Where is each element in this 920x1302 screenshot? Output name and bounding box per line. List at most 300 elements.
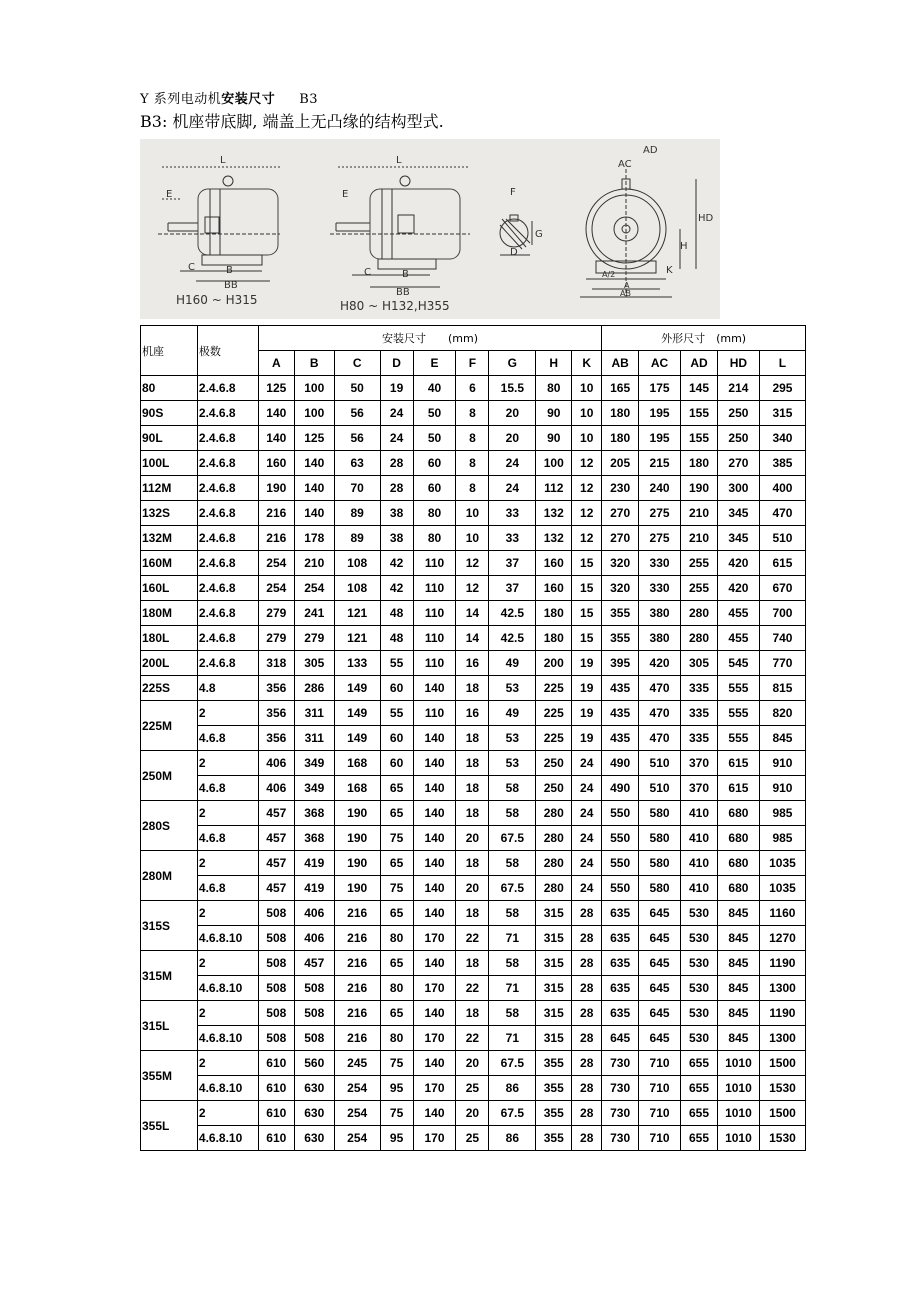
table-row [141,1001,806,1026]
cell-value: 380 [639,601,681,626]
cell-value: 385 [759,451,805,476]
cell-value: 49 [489,651,536,676]
cell-poles: 2 [197,901,258,926]
cell-value: 89 [334,526,380,551]
cell-value: 254 [258,576,294,601]
cell-value: 95 [380,1126,413,1151]
cell-poles: 2.4.6.8 [197,501,258,526]
label-K: K [666,265,673,276]
cell-value: 1500 [759,1101,805,1126]
cell-frame: 90S [141,401,198,426]
cell-value: 280 [536,801,572,826]
cell-value: 14 [456,601,489,626]
cell-value: 22 [456,976,489,1001]
cell-value: 180 [602,426,639,451]
cell-value: 250 [536,776,572,801]
cell-value: 80 [413,501,456,526]
cell-value: 121 [334,626,380,651]
cell-value: 110 [413,551,456,576]
cell-value: 20 [456,876,489,901]
cell-value: 315 [759,401,805,426]
cell-value: 255 [681,576,718,601]
label-G: G [535,229,543,240]
cell-value: 335 [681,701,718,726]
cell-value: 510 [639,751,681,776]
cell-value: 125 [258,376,294,401]
cell-value: 355 [536,1051,572,1076]
cell-value: 508 [258,1001,294,1026]
cell-value: 710 [639,1126,681,1151]
cell-value: 435 [602,726,639,751]
cell-value: 132 [536,526,572,551]
cell-value: 300 [717,476,759,501]
cell-value: 910 [759,751,805,776]
cell-value: 680 [717,826,759,851]
cell-value: 125 [294,426,334,451]
cell-frame: 132S [141,501,198,526]
cell-value: 241 [294,601,334,626]
cell-value: 680 [717,801,759,826]
cell-value: 311 [294,701,334,726]
cell-value: 254 [334,1076,380,1101]
cell-value: 419 [294,851,334,876]
table-row [141,676,806,701]
cell-value: 19 [380,376,413,401]
cell-poles: 4.6.8.10 [197,1076,258,1101]
cell-value: 508 [258,901,294,926]
cell-value: 315 [536,976,572,1001]
cell-value: 20 [456,1101,489,1126]
cell-value: 10 [572,426,602,451]
cell-value: 254 [294,576,334,601]
cell-value: 28 [572,1126,602,1151]
cell-value: 406 [258,776,294,801]
cell-value: 140 [413,776,456,801]
cell-value: 10 [572,376,602,401]
cell-poles: 2 [197,1051,258,1076]
cell-value: 24 [572,826,602,851]
cell-value: 280 [536,851,572,876]
cell-value: 28 [380,451,413,476]
table-row [141,501,806,526]
cell-value: 250 [717,426,759,451]
cell-value: 22 [456,926,489,951]
cell-value: 48 [380,601,413,626]
cell-value: 110 [413,626,456,651]
cell-frame: 80 [141,376,198,401]
cell-frame: 280M [141,851,198,901]
cell-value: 845 [717,1026,759,1051]
cell-value: 205 [602,451,639,476]
cell-value: 140 [413,826,456,851]
cell-value: 12 [572,526,602,551]
cell-frame: 160M [141,551,198,576]
cell-value: 315 [536,1026,572,1051]
cell-value: 255 [681,551,718,576]
cell-value: 20 [456,826,489,851]
cell-value: 70 [334,476,380,501]
cell-value: 132 [536,501,572,526]
cell-value: 190 [334,876,380,901]
cell-value: 28 [572,951,602,976]
cell-value: 730 [602,1076,639,1101]
cell-value: 89 [334,501,380,526]
cell-value: 190 [334,801,380,826]
table-row [141,376,806,401]
cell-value: 12 [572,476,602,501]
cell-value: 24 [380,426,413,451]
cell-value: 580 [639,826,681,851]
cell-value: 645 [639,1001,681,1026]
cell-value: 845 [717,951,759,976]
cell-value: 250 [536,751,572,776]
cell-value: 345 [717,501,759,526]
motor-side-view-left [158,167,280,281]
table-row [141,651,806,676]
cell-poles: 2 [197,751,258,776]
cell-value: 170 [413,1076,456,1101]
title-bold: 安装尺寸 [221,92,276,107]
cell-value: 508 [294,1001,334,1026]
cell-value: 12 [572,501,602,526]
cell-value: 28 [380,476,413,501]
cell-value: 710 [639,1076,681,1101]
cell-value: 770 [759,651,805,676]
cell-value: 140 [413,1051,456,1076]
cell-value: 180 [536,601,572,626]
table-row [141,1126,806,1151]
cell-value: 1300 [759,1026,805,1051]
cell-value: 195 [639,426,681,451]
cell-value: 80 [536,376,572,401]
cell-value: 555 [717,676,759,701]
cell-value: 65 [380,851,413,876]
col-A: A [258,351,294,376]
cell-value: 530 [681,1001,718,1026]
cell-value: 15.5 [489,376,536,401]
cell-value: 635 [602,951,639,976]
cell-value: 140 [413,751,456,776]
cell-value: 545 [717,651,759,676]
cell-value: 160 [258,451,294,476]
cell-value: 216 [258,501,294,526]
label-F: F [510,187,516,198]
cell-poles: 2.4.6.8 [197,376,258,401]
cell-value: 370 [681,751,718,776]
cell-value: 655 [681,1051,718,1076]
cell-poles: 2.4.6.8 [197,526,258,551]
cell-frame: 200L [141,651,198,676]
cell-value: 355 [536,1126,572,1151]
cell-value: 24 [572,851,602,876]
table-row [141,826,806,851]
cell-value: 18 [456,851,489,876]
cell-value: 530 [681,951,718,976]
col-AD: AD [681,351,718,376]
cell-value: 280 [681,626,718,651]
cell-value: 508 [294,976,334,1001]
cell-value: 71 [489,926,536,951]
cell-value: 110 [413,651,456,676]
cell-value: 19 [572,701,602,726]
cell-value: 349 [294,751,334,776]
table-row [141,551,806,576]
cell-value: 55 [380,701,413,726]
cell-value: 65 [380,776,413,801]
cell-value: 24 [380,401,413,426]
cell-value: 67.5 [489,876,536,901]
label-E-mid: E [342,189,349,200]
cell-value: 315 [536,951,572,976]
document-title [140,88,318,107]
table-row [141,476,806,501]
cell-value: 190 [258,476,294,501]
cell-value: 615 [759,551,805,576]
cell-value: 190 [681,476,718,501]
cell-value: 655 [681,1076,718,1101]
cell-value: 645 [639,901,681,926]
cell-value: 12 [572,451,602,476]
cell-value: 1010 [717,1101,759,1126]
cell-poles: 4.6.8.10 [197,976,258,1001]
cell-value: 100 [536,451,572,476]
cell-value: 80 [380,976,413,1001]
cell-value: 86 [489,1126,536,1151]
table-row [141,926,806,951]
cell-value: 190 [334,826,380,851]
cell-poles: 2.4.6.8 [197,476,258,501]
cell-value: 214 [717,376,759,401]
cell-value: 820 [759,701,805,726]
cell-value: 457 [258,801,294,826]
table-row [141,426,806,451]
cell-value: 240 [639,476,681,501]
cell-value: 58 [489,776,536,801]
cell-poles: 2.4.6.8 [197,401,258,426]
cell-value: 330 [639,551,681,576]
cell-value: 195 [639,401,681,426]
cell-value: 555 [717,701,759,726]
cell-value: 149 [334,701,380,726]
cell-value: 200 [536,651,572,676]
cell-value: 37 [489,551,536,576]
table-row [141,451,806,476]
cell-value: 216 [334,976,380,1001]
cell-value: 349 [294,776,334,801]
cell-value: 65 [380,801,413,826]
cell-value: 140 [294,451,334,476]
cell-value: 18 [456,801,489,826]
cell-value: 270 [717,451,759,476]
document-subtitle: B3: 机座带底脚, 端盖上无凸缘的结构型式. [140,112,444,131]
cell-value: 508 [258,926,294,951]
cell-value: 112 [536,476,572,501]
cell-value: 80 [413,526,456,551]
cell-value: 33 [489,501,536,526]
cell-value: 140 [413,951,456,976]
cell-value: 225 [536,676,572,701]
cell-value: 420 [639,651,681,676]
cell-value: 140 [294,501,334,526]
cell-value: 910 [759,776,805,801]
cell-value: 1270 [759,926,805,951]
cell-value: 140 [413,901,456,926]
cell-value: 33 [489,526,536,551]
cell-value: 140 [413,1101,456,1126]
cell-value: 6 [456,376,489,401]
cell-value: 508 [294,1026,334,1051]
cell-value: 28 [572,1001,602,1026]
cell-value: 340 [759,426,805,451]
cell-value: 63 [334,451,380,476]
cell-value: 550 [602,826,639,851]
col-F: F [456,351,489,376]
cell-value: 530 [681,1026,718,1051]
cell-value: 108 [334,576,380,601]
cell-value: 12 [456,551,489,576]
table-row [141,1076,806,1101]
label-B-mid: B [402,269,409,280]
cell-value: 345 [717,526,759,551]
cell-poles: 2.4.6.8 [197,651,258,676]
cell-value: 18 [456,901,489,926]
cell-value: 10 [456,526,489,551]
header-install-group: 安装尺寸 (mm) [258,326,601,351]
cell-value: 457 [294,951,334,976]
cell-value: 155 [681,426,718,451]
cell-value: 168 [334,751,380,776]
cell-value: 16 [456,701,489,726]
cell-value: 225 [536,726,572,751]
cell-value: 550 [602,851,639,876]
cell-value: 15 [572,551,602,576]
title-prefix: Y 系列电动机 [140,92,222,107]
cell-value: 25 [456,1076,489,1101]
cell-poles: 4.6.8.10 [197,1026,258,1051]
cell-value: 140 [258,401,294,426]
cell-value: 368 [294,826,334,851]
cell-value: 1190 [759,951,805,976]
col-C: C [334,351,380,376]
cell-value: 53 [489,726,536,751]
cell-value: 216 [334,1001,380,1026]
cell-value: 845 [759,726,805,751]
cell-value: 279 [294,626,334,651]
cell-value: 655 [681,1101,718,1126]
cell-value: 53 [489,751,536,776]
cell-value: 245 [334,1051,380,1076]
cell-value: 295 [759,376,805,401]
cell-value: 270 [602,501,639,526]
cell-value: 530 [681,926,718,951]
cell-poles: 2.4.6.8 [197,576,258,601]
cell-value: 645 [639,1026,681,1051]
label-HD: HD [698,213,714,224]
table-row [141,601,806,626]
cell-value: 67.5 [489,1101,536,1126]
cell-value: 370 [681,776,718,801]
cell-value: 400 [759,476,805,501]
cell-value: 108 [334,551,380,576]
cell-value: 508 [258,976,294,1001]
cell-value: 65 [380,1001,413,1026]
cell-value: 315 [536,901,572,926]
cell-value: 56 [334,426,380,451]
cell-value: 356 [258,726,294,751]
cell-value: 470 [759,501,805,526]
label-A: A [624,281,630,290]
cell-value: 24 [489,451,536,476]
cell-value: 1530 [759,1126,805,1151]
cell-value: 140 [413,801,456,826]
cell-value: 75 [380,1101,413,1126]
cell-value: 457 [258,826,294,851]
table-row [141,576,806,601]
cell-value: 170 [413,1026,456,1051]
cell-value: 28 [572,926,602,951]
cell-value: 110 [413,576,456,601]
cell-value: 305 [294,651,334,676]
cell-value: 555 [717,726,759,751]
cell-value: 95 [380,1076,413,1101]
cell-value: 530 [681,901,718,926]
table-row [141,626,806,651]
cell-value: 510 [639,776,681,801]
cell-value: 1500 [759,1051,805,1076]
cell-value: 435 [602,676,639,701]
cell-value: 1010 [717,1051,759,1076]
cell-value: 395 [602,651,639,676]
cell-value: 140 [413,876,456,901]
cell-value: 550 [602,801,639,826]
col-D: D [380,351,413,376]
cell-value: 75 [380,826,413,851]
cell-value: 42.5 [489,601,536,626]
cell-value: 100 [294,376,334,401]
cell-value: 680 [717,851,759,876]
cell-value: 280 [536,826,572,851]
cell-value: 610 [258,1126,294,1151]
cell-value: 710 [639,1101,681,1126]
cell-frame: 225S [141,676,198,701]
cell-frame: 100L [141,451,198,476]
cell-value: 985 [759,801,805,826]
cell-value: 318 [258,651,294,676]
cell-value: 630 [294,1076,334,1101]
cell-value: 168 [334,776,380,801]
cell-value: 28 [572,1026,602,1051]
cell-value: 16 [456,651,489,676]
cell-value: 28 [572,1076,602,1101]
cell-value: 28 [572,901,602,926]
cell-frame: 160L [141,576,198,601]
dimension-table [140,325,806,1151]
label-E-left: E [166,189,173,200]
cell-value: 8 [456,426,489,451]
cell-value: 610 [258,1101,294,1126]
table-row [141,526,806,551]
cell-value: 18 [456,951,489,976]
cell-value: 610 [258,1076,294,1101]
cell-value: 60 [380,676,413,701]
cell-frame: 180M [141,601,198,626]
cell-value: 28 [572,976,602,1001]
cell-value: 508 [258,951,294,976]
cell-value: 410 [681,851,718,876]
cell-value: 145 [681,376,718,401]
title-suffix: B3 [299,92,319,107]
cell-value: 38 [380,526,413,551]
